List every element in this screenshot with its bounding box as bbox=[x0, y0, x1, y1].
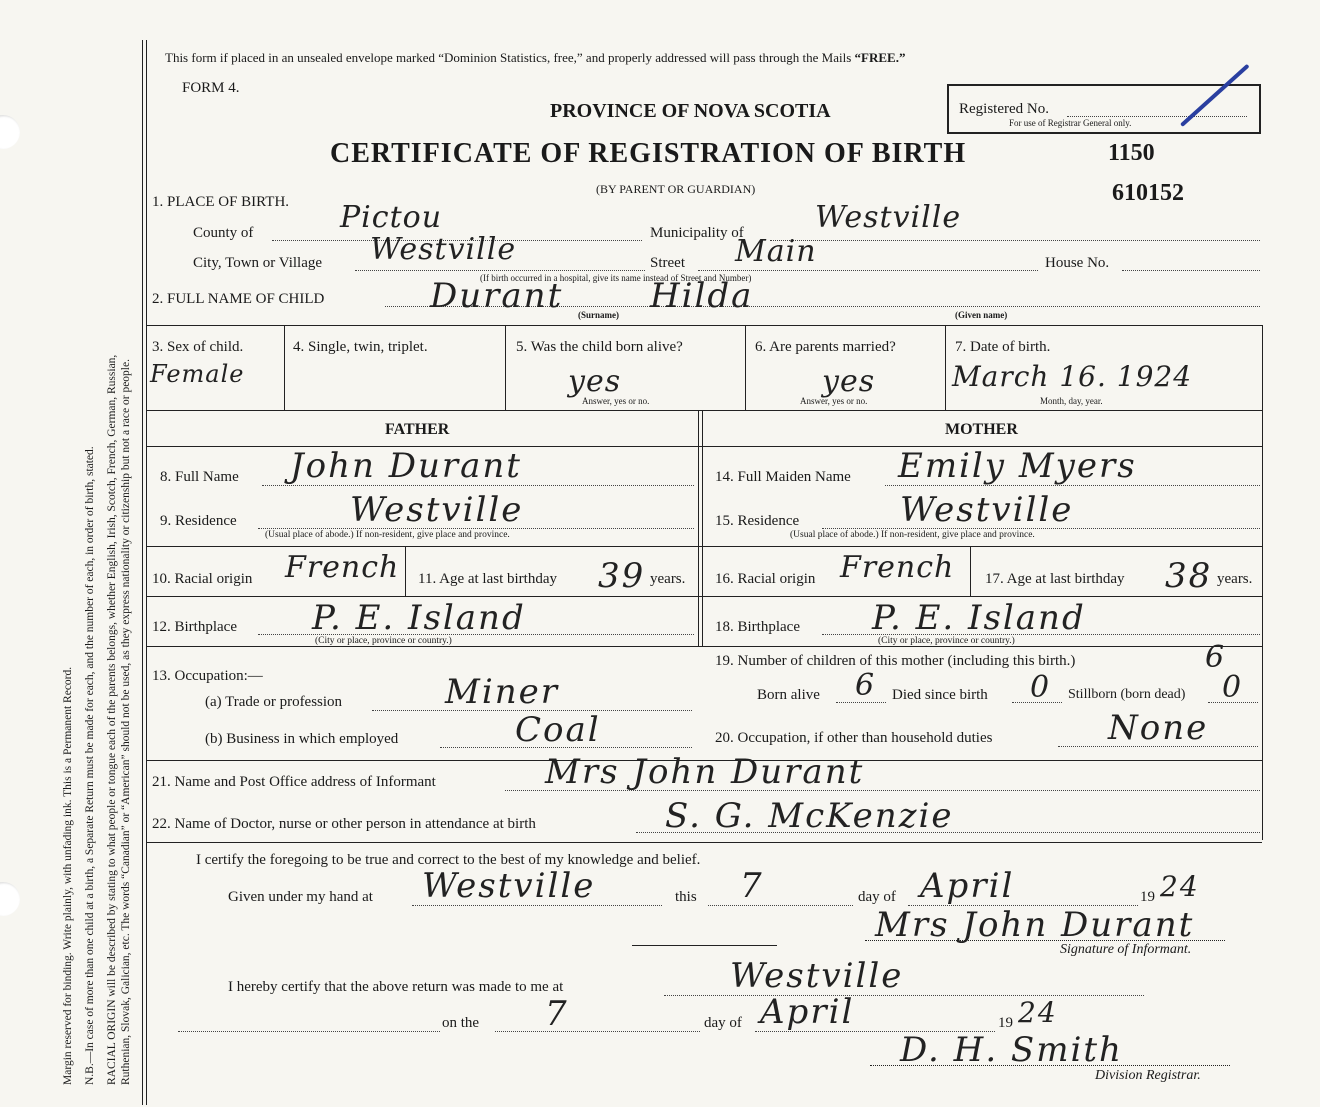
mother-name-label: 14. Full Maiden Name bbox=[715, 469, 851, 485]
doctor-value: S. G. McKenzie bbox=[665, 796, 954, 836]
children-label: 19. Number of children of this mother (including this birth.) bbox=[715, 653, 1076, 669]
rule-row3-top bbox=[146, 325, 1262, 326]
signature-caption: Signature of Informant. bbox=[1060, 942, 1192, 957]
father-name-value: John Durant bbox=[290, 446, 522, 486]
rule-row3-div1 bbox=[284, 325, 285, 410]
rule-father-age-div bbox=[405, 546, 406, 596]
mother-occupation-label: 20. Occupation, if other than household duties bbox=[715, 730, 993, 746]
mother-residence-value: Westville bbox=[900, 490, 1074, 530]
registered-line bbox=[1067, 116, 1247, 117]
mother-birthplace-note: (City or place, province or country.) bbox=[878, 636, 1015, 646]
mother-heading: MOTHER bbox=[945, 421, 1018, 438]
trade-label: (a) Trade or profession bbox=[205, 694, 343, 710]
married-value: yes bbox=[822, 364, 876, 399]
reg-day-line bbox=[495, 1031, 700, 1032]
father-heading: FATHER bbox=[385, 421, 450, 438]
rule-birthplace-bottom bbox=[146, 646, 1262, 647]
given-caption: (Given name) bbox=[955, 310, 1008, 320]
father-racial-label: 10. Racial origin bbox=[152, 571, 253, 587]
county-label: County of bbox=[193, 225, 254, 241]
given-place-value: Westville bbox=[422, 866, 596, 906]
business-value: Coal bbox=[515, 710, 601, 750]
day-line bbox=[708, 905, 853, 906]
registered-box bbox=[947, 84, 1261, 134]
father-years-label: years. bbox=[650, 571, 686, 587]
mother-occupation-value: None bbox=[1108, 708, 1209, 748]
mother-residence-label: 15. Residence bbox=[715, 513, 800, 529]
reg-month-value: April bbox=[760, 992, 855, 1032]
informant-signature: Mrs John Durant bbox=[875, 905, 1195, 945]
certificate-subtitle: (BY PARENT OR GUARDIAN) bbox=[596, 182, 756, 196]
divider-short bbox=[632, 945, 777, 946]
form-number: FORM 4. bbox=[182, 80, 240, 96]
surname-caption: (Surname) bbox=[578, 310, 619, 320]
margin-note-2: N.B.—In case of more than one child at a birth, a Separate Return must be made for each, and the number of each, in order of birth, stated. bbox=[84, 446, 96, 1085]
mother-birthplace-value: P. E. Island bbox=[872, 598, 1086, 638]
mother-age-label: 17. Age at last birthday bbox=[985, 571, 1125, 587]
place-of-birth-label: 1. PLACE OF BIRTH. bbox=[152, 194, 290, 210]
reg-year-prefix: 19 bbox=[998, 1015, 1013, 1031]
father-birthplace-label: 12. Birthplace bbox=[152, 619, 237, 635]
alive-note: Answer, yes or no. bbox=[582, 396, 650, 406]
registrar-statement: I hereby certify that the above return was made to me at bbox=[228, 979, 564, 995]
father-birthplace-value: P. E. Island bbox=[312, 598, 526, 638]
day-value: 7 bbox=[740, 866, 764, 906]
father-age-value: 39 bbox=[598, 556, 646, 596]
house-line bbox=[1122, 270, 1260, 271]
registrar-signature-line bbox=[870, 1065, 1230, 1066]
father-name-label: 8. Full Name bbox=[160, 469, 239, 485]
year-prefix: 19 bbox=[1140, 889, 1155, 905]
stamped-number: 610152 bbox=[1112, 180, 1184, 206]
occupation-label: 13. Occupation:— bbox=[152, 668, 263, 684]
died-value: 0 bbox=[1030, 670, 1051, 705]
married-label: 6. Are parents married? bbox=[755, 339, 896, 355]
mother-racial-value: French bbox=[840, 550, 955, 585]
year-value: 24 bbox=[1160, 870, 1200, 903]
city-value: Westville bbox=[370, 232, 517, 267]
stillborn-label: Stillborn (born dead) bbox=[1068, 687, 1186, 702]
handwritten-number: 1150 bbox=[1108, 140, 1155, 166]
trade-value: Miner bbox=[445, 672, 559, 712]
registrar-caption: Division Registrar. bbox=[1095, 1068, 1201, 1083]
month-value: April bbox=[920, 866, 1015, 906]
child-name-label: 2. FULL NAME OF CHILD bbox=[152, 291, 325, 307]
dob-label: 7. Date of birth. bbox=[955, 339, 1051, 355]
died-label: Died since birth bbox=[892, 687, 988, 703]
married-note: Answer, yes or no. bbox=[800, 396, 868, 406]
margin-note-3: RACIAL ORIGIN will be described by stating to what people or tongue each of the parents belongs, whether English, Irish, Scotch, French, German, Russian, bbox=[106, 354, 118, 1085]
father-birthplace-note: (City or place, province or country.) bbox=[315, 636, 452, 646]
mother-age-value: 38 bbox=[1165, 556, 1213, 596]
child-given-name: Hilda bbox=[650, 276, 754, 316]
father-residence-value: Westville bbox=[350, 490, 524, 530]
margin-note-1: Margin reserved for binding. Write plainly, with unfading ink. This is a Permanent Record. bbox=[62, 666, 74, 1085]
registrar-note: For use of Registrar General only. bbox=[1009, 118, 1132, 128]
reg-day-of-label: day of bbox=[704, 1015, 742, 1031]
doctor-label: 22. Name of Doctor, nurse or other person in attendance at birth bbox=[152, 816, 536, 832]
signature-line bbox=[865, 940, 1225, 941]
frame-left-rule-inner bbox=[146, 40, 147, 1105]
certify-statement: I certify the foregoing to be true and correct to the best of my knowledge and belief. bbox=[196, 852, 701, 868]
street-label: Street bbox=[650, 255, 685, 271]
registered-label: Registered No. bbox=[959, 101, 1049, 117]
city-line bbox=[355, 270, 645, 271]
frame-right-rule bbox=[1262, 325, 1263, 840]
mother-racial-label: 16. Racial origin bbox=[715, 571, 816, 587]
children-value: 6 bbox=[1205, 640, 1226, 675]
rule-parents-top bbox=[146, 410, 1262, 411]
alive-value: yes bbox=[568, 364, 622, 399]
mail-notice: This form if placed in an unsealed envelope marked “Dominion Statistics, free,” and properly addressed will pass through the Mails “FREE.” bbox=[165, 50, 906, 65]
municipality-line bbox=[770, 240, 1260, 241]
binding-hole-top bbox=[0, 115, 20, 149]
rule-racial-bottom bbox=[146, 596, 1262, 597]
stillborn-value: 0 bbox=[1222, 670, 1243, 705]
alive-label: 5. Was the child born alive? bbox=[516, 339, 683, 355]
reg-lead-line bbox=[178, 1031, 440, 1032]
this-label: this bbox=[675, 889, 697, 905]
province-title: PROVINCE OF NOVA SCOTIA bbox=[550, 100, 831, 122]
mother-birthplace-label: 18. Birthplace bbox=[715, 619, 800, 635]
born-alive-label: Born alive bbox=[757, 687, 820, 703]
street-line bbox=[698, 270, 1038, 271]
informant-value: Mrs John Durant bbox=[545, 752, 865, 792]
father-racial-value: French bbox=[285, 550, 400, 585]
house-label: House No. bbox=[1045, 255, 1110, 271]
father-residence-label: 9. Residence bbox=[160, 513, 237, 529]
mother-years-label: years. bbox=[1217, 571, 1253, 587]
informant-label: 21. Name and Post Office address of Informant bbox=[152, 774, 436, 790]
street-value: Main bbox=[735, 234, 817, 269]
hospital-note: (If birth occurred in a hospital, give its name instead of Street and Number) bbox=[480, 273, 752, 283]
rule-row3-div4 bbox=[945, 325, 946, 410]
child-surname: Durant bbox=[430, 276, 564, 316]
on-the-label: on the bbox=[442, 1015, 480, 1031]
rule-mother-age-div bbox=[970, 546, 971, 596]
plurality-label: 4. Single, twin, triplet. bbox=[293, 339, 428, 355]
county-value: Pictou bbox=[340, 200, 443, 235]
registrar-signature: D. H. Smith bbox=[900, 1030, 1123, 1070]
father-age-label: 11. Age at last birthday bbox=[418, 571, 557, 587]
certificate-title: CERTIFICATE OF REGISTRATION OF BIRTH bbox=[330, 138, 967, 169]
rule-residence-bottom bbox=[146, 546, 1262, 547]
day-of-label: day of bbox=[858, 889, 896, 905]
born-alive-value: 6 bbox=[855, 668, 876, 703]
sex-value: Female bbox=[150, 360, 245, 388]
rule-row3-div3 bbox=[745, 325, 746, 410]
dob-note: Month, day, year. bbox=[1040, 396, 1103, 406]
rule-row3-div2 bbox=[505, 325, 506, 410]
father-abode-note: (Usual place of abode.) If non-resident, give place and province. bbox=[265, 530, 510, 540]
binding-hole-bottom bbox=[0, 882, 20, 916]
city-label: City, Town or Village bbox=[193, 255, 323, 271]
sex-label: 3. Sex of child. bbox=[152, 339, 244, 355]
reg-year-value: 24 bbox=[1018, 996, 1058, 1029]
business-label: (b) Business in which employed bbox=[205, 731, 399, 747]
registrar-place-value: Westville bbox=[730, 956, 904, 996]
mother-abode-note: (Usual place of abode.) If non-resident, give place and province. bbox=[790, 530, 1035, 540]
municipality-label: Municipality of bbox=[650, 225, 744, 241]
margin-note-4: Ruthenian, Slovak, Galician, etc. The words “Canadian” or “American” should not be used, as they express nationality or citizenship but not a race or people. bbox=[120, 359, 132, 1085]
municipality-value: Westville bbox=[815, 200, 962, 235]
mother-name-value: Emily Myers bbox=[898, 446, 1137, 486]
frame-left-rule bbox=[142, 40, 143, 1105]
given-under-label: Given under my hand at bbox=[228, 889, 373, 905]
dob-value: March 16. 1924 bbox=[952, 360, 1193, 393]
reg-day-value: 7 bbox=[545, 994, 569, 1034]
rule-certify-top bbox=[146, 842, 1262, 843]
